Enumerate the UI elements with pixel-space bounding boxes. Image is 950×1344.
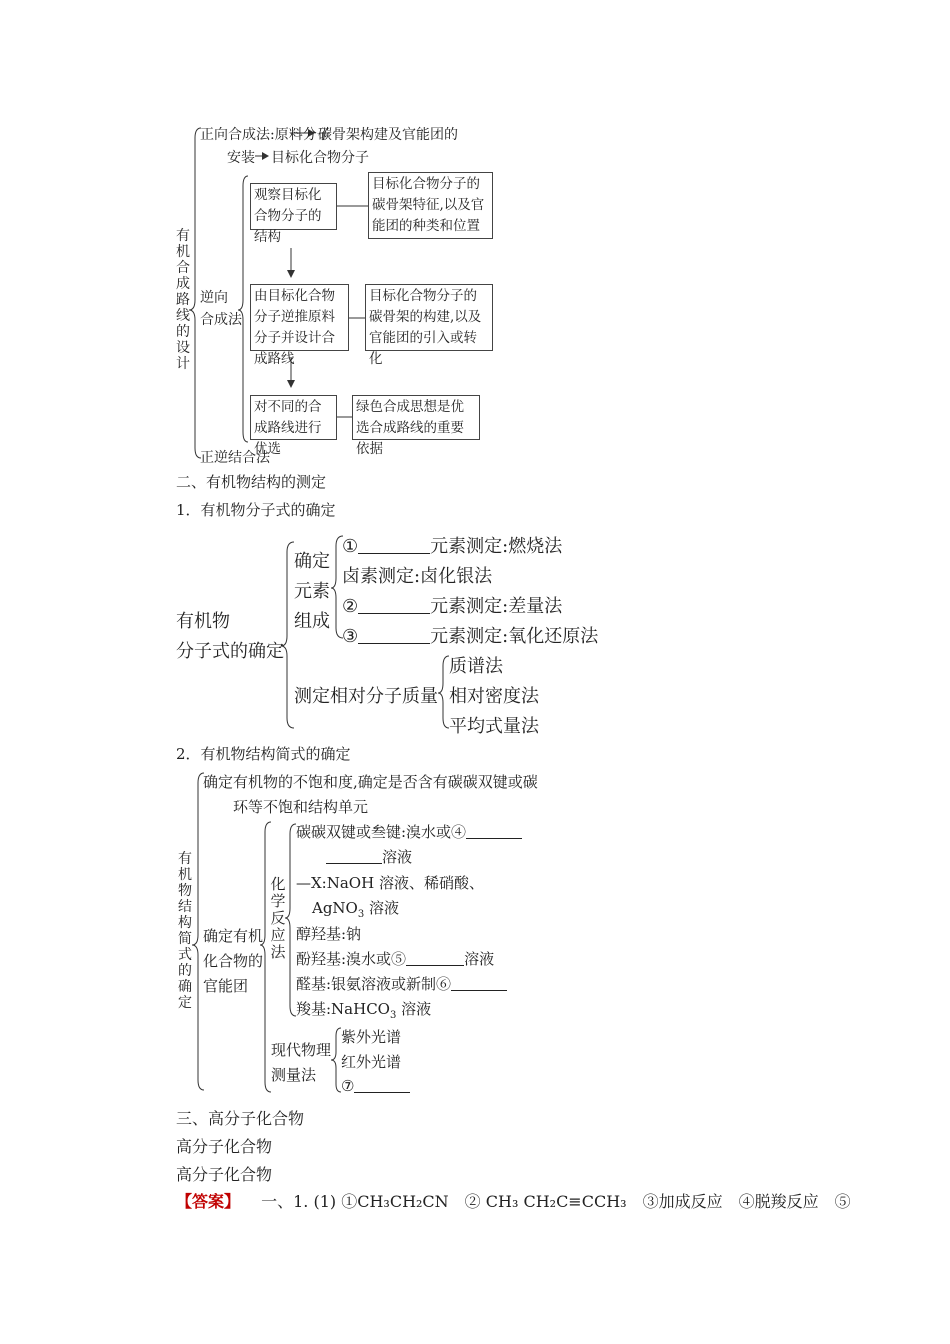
step-box-optimize: 对不同的合成路线进行优选: [250, 395, 337, 440]
reaction-phenol: [296, 948, 494, 969]
blank-answer-2[interactable]: [358, 595, 430, 614]
section-heading-structure: 二、有机物结构的测定: [176, 473, 327, 491]
structure-vertical-title: 有机物结构简式的确定: [178, 851, 192, 1011]
formula-left-label-2: 分子式的确定: [176, 641, 284, 662]
reaction-double-bond-cont: [326, 846, 412, 867]
functional-group-label-3: 官能团: [203, 977, 249, 995]
blank-answer-4-cont[interactable]: [326, 848, 382, 864]
mass-method-1: 质谱法: [449, 656, 503, 677]
blank-answer-1[interactable]: [358, 535, 430, 554]
element-item-halogen: 卤素测定:卤化银法: [342, 566, 493, 587]
element-item-2-text: 元素测定:差量法: [430, 596, 563, 617]
forward-synthesis-line2-b: 目标化合物分子: [271, 150, 369, 166]
reaction-carboxyl-text: 羧基:NaHCO: [296, 1000, 390, 1018]
element-item-1: [342, 532, 562, 558]
functional-group-label-2: 化合物的: [203, 952, 264, 970]
blank-answer-5[interactable]: [406, 950, 464, 966]
reaction-carboxyl: [296, 998, 431, 1021]
reverse-synthesis-label-2: 合成法: [200, 312, 242, 328]
subsection-title-formula: 1．有机物分子式的确定: [176, 501, 336, 519]
reaction-double-bond-suffix: 溶液: [382, 848, 413, 866]
section-heading-polymer: 三、高分子化合物: [176, 1109, 305, 1128]
silver-nitrate-subscript: 3: [357, 909, 365, 920]
reaction-halogen: —X:NaOH 溶液、稀硝酸、: [296, 874, 484, 892]
reaction-aldehyde-text: 醛基:银氨溶液或新制⑥: [296, 975, 452, 993]
step-note-reverse: 目标化合物分子的碳骨架的构建,以及官能团的引入或转化: [365, 284, 493, 351]
forward-synthesis-line2: 安装: [227, 150, 255, 166]
answer-line: [176, 1189, 851, 1212]
reverse-synthesis-label-1: 逆向: [200, 290, 228, 306]
element-item-2-number: ②: [342, 596, 359, 617]
route-vertical-title: 有机合成路线的设计: [176, 228, 190, 372]
bicarbonate-subscript: 3: [389, 1010, 397, 1021]
step-note-observe: 目标化合物分子的碳骨架特征,以及官能团的种类和位置: [368, 172, 493, 239]
element-group-label-3: 组成: [294, 611, 330, 632]
blank-answer-7[interactable]: [354, 1077, 410, 1093]
reaction-phenol-suffix: 溶液: [464, 950, 495, 968]
blank-answer-6[interactable]: [451, 975, 507, 991]
element-group-label-2: 元素: [294, 581, 330, 602]
subsection-title-structure: 2．有机物结构简式的确定: [176, 745, 351, 763]
spectrum-blank-7: [341, 1077, 410, 1095]
polymer-line-2: 高分子化合物: [176, 1165, 273, 1184]
mass-method-3: 平均式量法: [449, 716, 539, 737]
element-item-3-text: 元素测定:氧化还原法: [430, 626, 599, 647]
physical-method-label-1: 现代物理: [271, 1041, 332, 1059]
formula-left-label-1: 有机物: [176, 611, 230, 632]
silver-nitrate-text: AgNO: [312, 899, 358, 917]
reaction-carboxyl-suffix: 溶液: [396, 1000, 432, 1018]
answer-text: 一、1. (1) ①CH₃CH₂CN ② CH₃ CH₂C≡CCH₃ ③加成反应 ④脱羧反应 ⑤: [261, 1192, 851, 1211]
element-item-3: [342, 622, 598, 648]
functional-group-label-1: 确定有机: [203, 927, 264, 945]
forward-synthesis-line1-b: 碳骨架构建及官能团的: [318, 127, 458, 143]
step-box-reverse: 由目标化合物分子逆推原料分子并设计合成路线: [250, 284, 349, 351]
step-box-observe: 观察目标化合物分子的结构: [250, 183, 337, 230]
answer-tag: 【答案】: [176, 1192, 241, 1211]
element-item-3-number: ③: [342, 626, 359, 647]
chemical-method-vertical: 化学反应法: [270, 875, 286, 961]
combined-synthesis-label: 正逆结合法: [200, 450, 270, 466]
reaction-halogen-cont: [312, 897, 399, 920]
blank-answer-4[interactable]: [466, 823, 522, 839]
element-group-label-1: 确定: [294, 551, 330, 572]
blank-answer-3[interactable]: [358, 625, 430, 644]
physical-method-label-2: 测量法: [271, 1066, 317, 1084]
polymer-line-1: 高分子化合物: [176, 1137, 273, 1156]
reaction-alcohol: 醇羟基:钠: [296, 925, 362, 943]
element-item-1-text: 元素测定:燃烧法: [430, 536, 563, 557]
reaction-phenol-text: 酚羟基:溴水或⑤: [296, 950, 407, 968]
spectrum-uv: 紫外光谱: [341, 1028, 402, 1046]
element-item-1-number: ①: [342, 536, 359, 557]
reaction-double-bond-text: 碳碳双键或叁键:溴水或④: [296, 823, 467, 841]
spectrum-blank-7-number: ⑦: [341, 1077, 355, 1095]
unsaturation-line-2: 环等不饱和结构单元: [233, 798, 369, 816]
silver-nitrate-suffix: 溶液: [364, 899, 400, 917]
mass-method-2: 相对密度法: [449, 686, 539, 707]
step-note-optimize: 绿色合成思想是优选合成路线的重要依据: [352, 395, 480, 440]
reaction-aldehyde: [296, 973, 507, 994]
molecular-mass-label: 测定相对分子质量: [294, 686, 438, 707]
reaction-double-bond: [296, 821, 522, 842]
unsaturation-line-1: 确定有机物的不饱和度,确定是否含有碳碳双键或碳: [203, 773, 538, 791]
spectrum-ir: 红外光谱: [341, 1053, 402, 1071]
element-item-2: [342, 592, 562, 618]
forward-synthesis-line1: 正向合成法:原料分子: [200, 127, 331, 143]
